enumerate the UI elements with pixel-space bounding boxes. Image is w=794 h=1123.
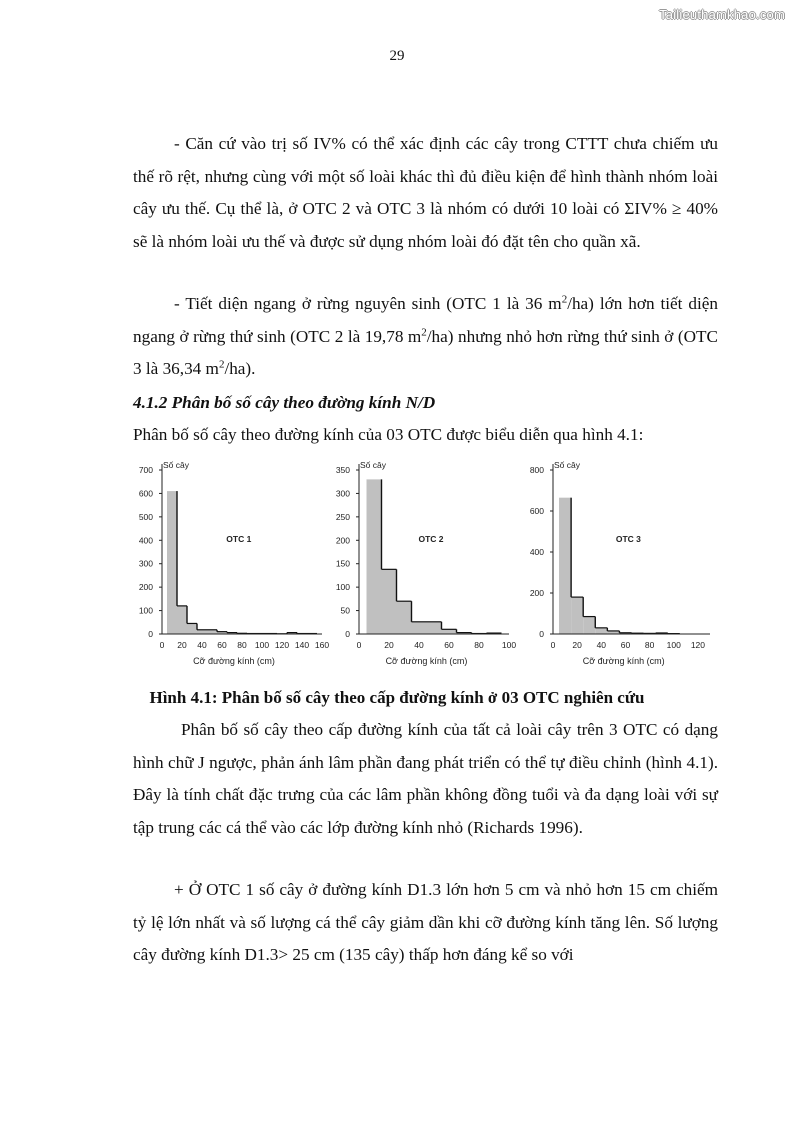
chart-otc1-x-tick-label: 80 bbox=[237, 640, 247, 650]
chart-otc1-y-tick-label: 300 bbox=[138, 558, 153, 569]
chart-otc3-y-tick-label: 200 bbox=[529, 588, 544, 598]
chart-otc3-x-tick-label: 60 bbox=[620, 640, 631, 650]
chart-otc2-y-tick-label: 200 bbox=[335, 535, 350, 546]
chart-otc2-x-tick-label: 0 bbox=[356, 640, 362, 650]
chart-otc1-y-tick-label: 0 bbox=[148, 629, 153, 639]
section-heading: 4.1.2 Phân bố số cây theo đường kính N/D bbox=[133, 393, 436, 412]
basal-area-text-c: /ha) nhưng nhỏ hơn rừng thứ sinh ở (OTC 3 là 36,34 m bbox=[133, 326, 718, 378]
chart-otc1-y-tick-label: 700 bbox=[138, 465, 153, 475]
chart-otc2-bar bbox=[397, 601, 412, 634]
chart-otc2-y-label: Số cây bbox=[360, 460, 386, 470]
page-number: 29 bbox=[389, 48, 405, 64]
chart-otc3-x-label: Cỡ đường kính (cm) bbox=[582, 656, 665, 666]
chart-otc1-bar bbox=[197, 630, 207, 634]
chart-otc1-x-label: Cỡ đường kính (cm) bbox=[193, 656, 275, 666]
chart-otc3-y-tick-label: 400 bbox=[529, 547, 544, 557]
chart-otc2-bar bbox=[382, 569, 397, 634]
chart-otc3-y-tick-label: 800 bbox=[529, 465, 544, 475]
chart-otc2-x-tick-label: 80 bbox=[474, 640, 484, 650]
chart-otc1-x-tick-label: 20 bbox=[177, 640, 187, 650]
chart-otc3-title: OTC 3 bbox=[615, 534, 641, 544]
figure-intro: Phân bố số cây theo đường kính của 03 OTC được biểu diễn qua hình 4.1: bbox=[133, 425, 644, 444]
chart-otc1-x-tick-label: 0 bbox=[159, 640, 165, 650]
chart-otc3-y-label: Số cây bbox=[554, 460, 580, 470]
paragraph-j-shape: Phân bố số cây theo cấp đường kính của tất cả loài cây trên 3 OTC có dạng hình chữ J ngược, phản ánh lâm phần đang phát triển có thể tự điều chỉnh (hình 4.1). Đây là tính chất đặc trưng của các lâm phần không đồng tuổi và đa dạng loài với sự tập trung các cá thể vào các lớp đường kính nhỏ (Richards 1996). bbox=[133, 720, 718, 837]
chart-otc3-x-tick-label: 80 bbox=[644, 640, 655, 650]
superscript-2: 2 bbox=[421, 325, 427, 338]
chart-otc2-x-tick-label: 40 bbox=[414, 640, 424, 650]
chart-otc2-y-tick-label: 50 bbox=[340, 605, 350, 616]
chart-otc3-y-tick-label: 600 bbox=[529, 506, 544, 516]
superscript-2: 2 bbox=[561, 293, 568, 306]
chart-otc1-x-tick-label: 40 bbox=[197, 640, 207, 650]
chart-otc3-bar bbox=[595, 628, 607, 634]
chart-otc1-y-tick-label: 400 bbox=[138, 535, 153, 546]
watermark-text: Tailieuthamkhao.com bbox=[659, 7, 785, 22]
chart-otc1-x-tick-label: 140 bbox=[294, 640, 310, 650]
figure-caption: Hình 4.1: Phân bố số cây theo cấp đường kính ở 03 OTC nghiên cứu bbox=[149, 688, 645, 707]
chart-otc2-y-tick-label: 350 bbox=[335, 465, 350, 475]
chart-otc3-bar bbox=[583, 617, 595, 634]
chart-otc2-bar bbox=[427, 622, 442, 634]
chart-otc2-y-tick-label: 0 bbox=[345, 629, 350, 639]
chart-otc1-x-tick-label: 60 bbox=[217, 640, 227, 650]
chart-otc2-x-tick-label: 20 bbox=[384, 640, 394, 650]
chart-otc2-bar bbox=[442, 629, 457, 634]
superscript-2: 2 bbox=[218, 358, 225, 371]
chart-otc2-x-label: Cỡ đường kính (cm) bbox=[385, 656, 468, 666]
chart-otc2-bar bbox=[412, 622, 427, 634]
basal-area-text-d: /ha). bbox=[224, 359, 256, 378]
chart-otc2-x-tick-label: 60 bbox=[444, 640, 454, 650]
diameter-distribution-charts bbox=[130, 452, 720, 674]
chart-otc2-x-tick-label: 100 bbox=[501, 640, 517, 650]
chart-otc2-y-tick-label: 150 bbox=[335, 558, 350, 569]
chart-otc3-x-tick-label: 100 bbox=[666, 640, 681, 650]
chart-otc2-y-tick-label: 300 bbox=[335, 488, 350, 499]
chart-otc2-bar bbox=[367, 479, 382, 634]
chart-otc2-title: OTC 2 bbox=[418, 534, 444, 544]
chart-otc1-y-tick-label: 200 bbox=[138, 582, 153, 593]
chart-otc3-y-tick-label: 0 bbox=[539, 629, 544, 639]
basal-area-text-a: - Tiết diện ngang ở rừng nguyên sinh (OTC 1 là 36 m bbox=[174, 294, 562, 313]
chart-otc1-x-tick-label: 120 bbox=[274, 640, 290, 650]
chart-otc3-x-tick-label: 20 bbox=[572, 640, 582, 650]
paragraph-basal-area bbox=[133, 288, 718, 386]
chart-otc1-y-tick-label: 500 bbox=[138, 511, 153, 522]
chart-otc1-bar bbox=[167, 491, 177, 634]
chart-otc1-bar bbox=[207, 630, 217, 634]
chart-otc1-x-tick-label: 160 bbox=[314, 640, 330, 650]
chart-otc1-y-tick-label: 100 bbox=[138, 605, 153, 616]
paragraph-otc1: + Ở OTC 1 số cây ở đường kính D1.3 lớn hơn 5 cm và nhỏ hơn 15 cm chiếm tỷ lệ lớn nhất và số lượng cá thể cây giảm dần khi cỡ đường kính tăng lên. Số lượng cây đường kính D1.3> 25 cm (135 cây) thấp hơn đáng kể so với bbox=[133, 880, 718, 964]
chart-otc3-bar bbox=[559, 498, 571, 634]
chart-otc1-y-tick-label: 600 bbox=[138, 488, 153, 499]
chart-otc2-y-tick-label: 100 bbox=[335, 582, 350, 593]
chart-otc1-bar bbox=[177, 606, 187, 634]
basal-area-text-b: /ha) lớn hơn tiết diện ngang ở rừng thứ sinh (OTC 2 là 19,78 m bbox=[133, 294, 718, 346]
chart-otc2-y-tick-label: 250 bbox=[335, 511, 350, 522]
chart-otc3-bar bbox=[571, 597, 583, 634]
chart-otc1-y-label: Số cây bbox=[163, 460, 189, 470]
chart-otc1-title: OTC 1 bbox=[226, 534, 252, 544]
chart-otc1-bar bbox=[187, 623, 197, 634]
chart-otc1-x-tick-label: 100 bbox=[254, 640, 270, 650]
paragraph-iv-percent: - Căn cứ vào trị số IV% có thể xác định các cây trong CTTT chưa chiếm ưu thế rõ rệt, nhưng cùng với một số loài khác thì đủ điều kiện để hình thành nhóm loài cây ưu thế. Cụ thể là, ở OTC 2 và OTC 3 là nhóm có dưới 10 loài có ΣIV% ≥ 40% sẽ là nhóm loài ưu thế và được sử dụng nhóm loài đó đặt tên cho quần xã. bbox=[133, 134, 718, 251]
chart-otc3-x-tick-label: 120 bbox=[690, 640, 706, 650]
chart-otc3-x-tick-label: 40 bbox=[596, 640, 607, 650]
chart-otc3-x-tick-label: 0 bbox=[550, 640, 556, 650]
